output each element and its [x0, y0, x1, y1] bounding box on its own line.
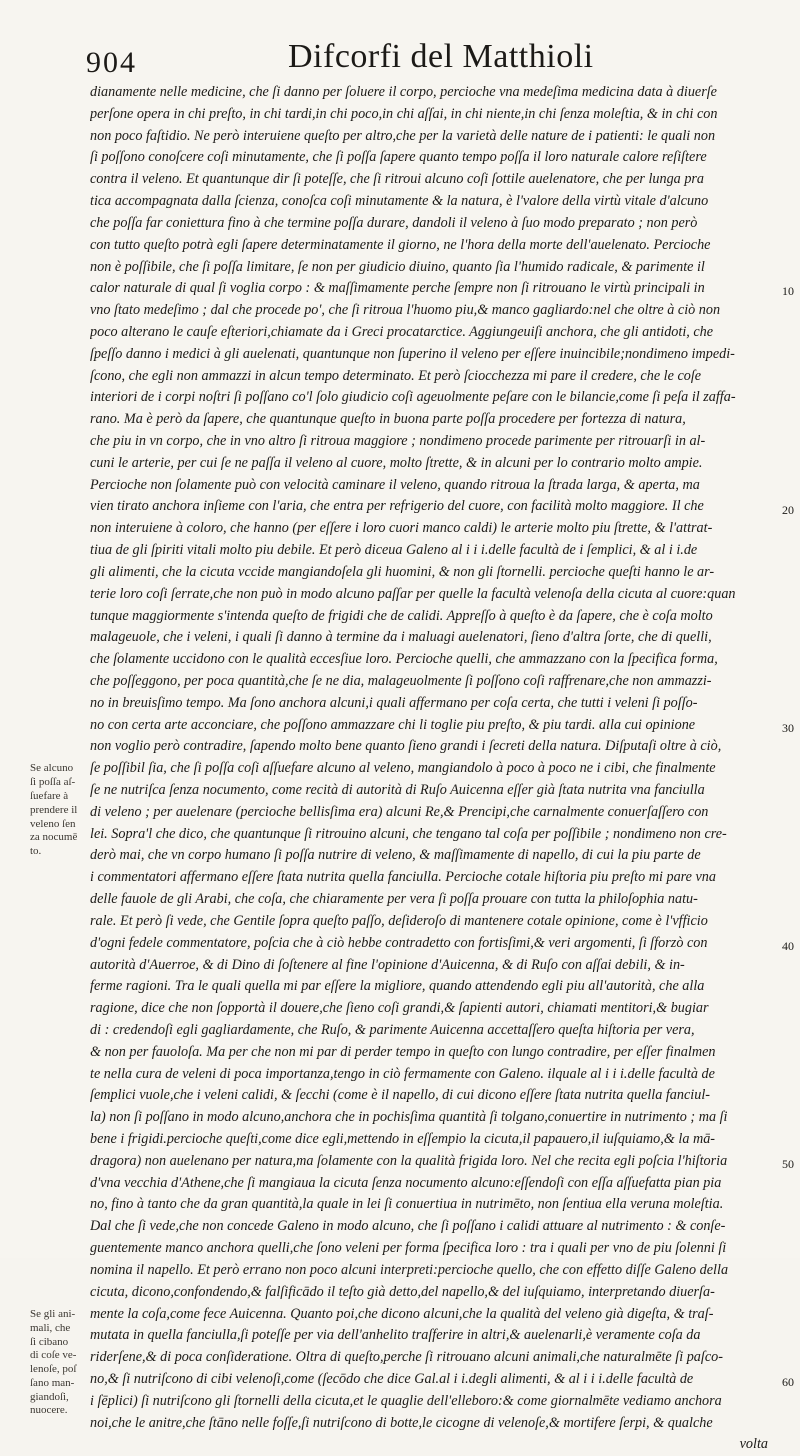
text-line: bene i frigidi.percioche queſti,come dice egli,mettendo in eſſempio la cicuta,il papauero,il iuſquiamo,& la mā- [90, 1131, 716, 1147]
marginal-note-line: nuocere. [30, 1404, 68, 1417]
text-line: derò mai, che vn corpo humano ſi poſſa nutrire di veleno, & maſſimamente di napello, di cui la piu parte de [90, 847, 701, 864]
marginal-note-line: ſuefare à [30, 790, 69, 802]
text-line: con tutto queſto potrà egli ſapere determinatamente il giorno, ne l'hora della morte dell'auelenato. Percioche [90, 236, 711, 253]
text-line: ſpeſſo danno i medici à gli auelenati, quantunque non ſuperino il veleno per eſſere inuincibile;nondimeno impedi- [90, 345, 735, 362]
text-line: rano. Ma è però da ſapere, che quantunque queſto in buona parte poſſa procedere per fortezza di natura, [90, 411, 686, 428]
text-line: autorità d'Auerroe, & di Dino di ſoſtenere al fine l'opinione d'Auicenna, & di Ruſo con aſſai debili, & in- [90, 956, 685, 973]
text-line: terie loro coſi ſerrate,che non può in modo alcuno paſſar per quelle la facultà velenoſa della cicuta al cuore:quan [90, 585, 736, 602]
text-line: dianamente nelle medicine, che ſi danno per ſoluere il corpo, percioche vna medeſima medicina data à diuerſe [90, 84, 717, 100]
text-line: malageuole, che i veleni, i quali ſi danno à termine da i maluagi auelenatori, ſieno d'altra ſorte, che di quelli, [90, 629, 712, 646]
catchword: volta [739, 1436, 768, 1453]
body-text [90, 82, 770, 1456]
text-line: i ſēplici) ſi nutriſcono gli ſtornelli della cicuta,et le quaglie dell'elleboro:& come giornalmēte vediamo anchora [90, 1392, 722, 1409]
line-number: 60 [782, 1375, 794, 1390]
text-line: dragora) non auelenano per natura,ma ſolamente con la qualità frigida loro. Nel che recita egli poſcia l'hiſtoria [90, 1152, 728, 1169]
marginal-note-line: ſano man- [30, 1376, 75, 1389]
text-line: ſe ne nutriſca ſenza nocumento, come recità di autorità di Ruſo Auicenna eſſer già ſtata nutrita vna fanciulla [90, 782, 705, 798]
marginal-note-line: za nocumē [30, 831, 78, 844]
line-number: 30 [782, 720, 794, 735]
text-line: di : credendoſi egli gagliardamente, che Ruſo, & parimente Auicenna accettaſſero queſta hiſtoria per vera, [90, 1021, 695, 1038]
text-line: ferme ragioni. Tra le quali quella mi par eſſere la migliore, quando attendendo egli piu all'autorità, che alla [90, 978, 705, 995]
line-number: 20 [782, 502, 794, 517]
text-line: guentemente manco anchora quelli,che ſono veleni per forma ſpecifica loro : tra i quali per vno de piu ſolenni ſi [90, 1240, 727, 1257]
text-line: non interuiene à coloro, che hanno (per eſſere i loro cuori manco caldi) le arterie molto piu ſtrette, & l'attrat- [90, 520, 713, 537]
text-line: cuni le arterie, per cui ſe ne paſſa il veleno al cuore, molto ſtrette, & in alcuni per lo contrario molto ampie. [90, 454, 703, 471]
page-number: 904 [86, 46, 137, 79]
text-line: nomina il napello. Et però errano non poco alcuni interpreti:percioche quello, che con effetto diſſe Galeno della [90, 1261, 729, 1278]
text-line: te nella cura de veleni di poca importanza,tengo in ciò fermamente con Galeno. ilquale al i i i.delle facultà de [90, 1065, 715, 1082]
text-line: poco alterano le cauſe eſteriori,chiamate da i Greci procatarctice. Aggiungeuiſi anchora, che gli antidoti, che [90, 323, 714, 340]
text-line: no,& ſi nutriſcono di cibi velenoſi,come (ſecōdo che dice Gal.al i i.degli alimenti, & al i i i.delle facultà de [90, 1370, 694, 1387]
line-number: 50 [782, 1157, 794, 1172]
text-line: ſi poſſono conoſcere coſi minutamente, che ſi poſſa ſapere quanto tempo poſſa il loro naturale calore reſiſtere [90, 149, 707, 166]
text-line: no in breuisſimo tempo. Ma ſono anchora alcuni,i quali affermano per coſa certa, che tutti i veleni ſi poſſo- [90, 694, 698, 711]
marginal-note-line: ſi cibano [30, 1335, 69, 1348]
marginal-note-line: Se alcuno [30, 762, 74, 775]
text-line: rale. Et però ſi vede, che Gentile ſopra queſto paſſo, deſideroſo di mantenere cotale opinione, come è l'vfficio [90, 912, 708, 929]
marginal-note-line: lenoſe, poſ [30, 1363, 77, 1376]
text-line: noi,che le anitre,che ſtāno nelle foſſe,ſi nutriſcono di botte,le cicogne di velenoſe,& mortifere ſerpi, & qualche [90, 1414, 713, 1431]
text-line: che poſſa far coniettura fino à che termine poſſa durare, dandoli il veleno à ſuo modo preparato ; non però [90, 214, 698, 231]
text-line: tunque maggiormente s'intenda queſto de frigidi che de calidi. Appreſſo à queſto è da ſapere, che è coſa molto [90, 607, 713, 624]
text-line: mente la coſa,come fece Auicenna. Quanto poi,che dicono alcuni,che la qualità del veleno già digeſta, & traſ- [90, 1305, 714, 1322]
text-line: ſe poſſibil ſia, che ſi poſſa coſi aſſuefare alcuno al veleno, mangiandolo à poco à poco ne i cibi, che finalmente [90, 760, 716, 777]
text-line: mutata in quella fanciulla,ſi poteſſe per via dell'anhelito traſferire in altri,& auelenarli,è veramente coſa da [90, 1327, 701, 1344]
text-line: ſemplici vuole,che i veleni calidi, & ſecchi (come è il napello, di cui dicono eſſere ſtata nutrita quella fanciul- [90, 1087, 710, 1104]
text-line: di veleno ; per auelenare (percioche bellisſima era) alcuni Re,& Prencipi,che carnalmente conuerſaſſero con [90, 803, 709, 820]
text-line: ſcono, che egli non ammazzi in alcun tempo determinato. Et però ſciocchezza mi pare il credere, che le coſe [90, 367, 702, 384]
text-line: vien tirato anchora inſieme con l'aria, che entra per refrigerio del cuore, con facilità molto maggiore. Il che [90, 498, 704, 515]
text-line: d'vna vecchia d'Athene,che ſi mangiaua la cicuta ſenza nocumento alcuno:eſſendoſi con eſſa aſſuefatta pian pia [90, 1174, 722, 1191]
text-line: cicuta, dicono,confondendo,& falſificādo il teſto già detto,del napello,& del iuſquiamo, interpretando diuerſa- [90, 1283, 715, 1300]
text-line: tiua de gli ſpiriti vitali molto piu debile. Et però diceua Galeno al i i i.delle facultà de i ſemplici, & al i i.de [90, 542, 698, 559]
marginal-note-line: ſi poſſa aſ- [30, 776, 76, 789]
text-line: i commentatori affermano eſſere ſtata nutrita quella fanciulla. Percioche cotale hiſtoria piu preſto mi pare vna [90, 869, 716, 886]
text-line: & non per fauoloſa. Ma per che non mi par di perder tempo in queſto con lungo contradire, per eſſer finalmen [90, 1043, 716, 1060]
text-line: la) non ſi poſſano in modo alcuno,anchora che in pochisſima quantità ſi tolgano,conuertire in nutrimento ; ma ſi [90, 1109, 728, 1126]
marginal-note-line: mali, che [30, 1321, 71, 1334]
text-line: d'ogni fedele commentatore, poſcia che à ciò hebbe contradetto con fortisſimi,& veri argomenti, ſi ſforzò con [90, 934, 708, 951]
marginal-note [30, 762, 94, 859]
text-line: non è poſſibile, che ſi poſſa limitare, ſe non per giudicio diuino, quanto ſia l'humido radicale, & parimente il [90, 258, 705, 275]
text-line: che ſolamente uccidono con le qualità eccesſiue loro. Percioche quelli, che ammazzano con la ſpecifica forma, [90, 651, 718, 668]
running-title: Difcorfi del Matthioli [288, 38, 594, 75]
marginal-note-line: Se gli ani- [30, 1307, 76, 1320]
marginal-note-line: di coſe ve- [30, 1349, 77, 1362]
text-line: Percioche non ſolamente può con velocità caminare il veleno, quando ritroua la ſtrada larga, & aperta, ma [90, 476, 700, 493]
text-line: che piu in vn corpo, che in vno altro ſi ritroua maggiore ; nondimeno procede parimente per ritrouarſi in al- [90, 433, 706, 449]
text-line: che poſſeggono, per poca quantità,che ſe ne dia, malageuolmente ſi poſſono coſi raffrenare,che non ammazzi- [90, 672, 712, 689]
text-line: non poco faſtidio. Ne però interuiene queſto per altro,che per la varietà delle nature de i patienti: le quali non [90, 127, 716, 144]
text-line: tica accompagnata dalla ſcienza, conoſca coſi minutamente & la natura, è l'valore della virtù vitale d'alcuno [90, 193, 709, 210]
text-line: no, fino à tanto che da gran quantità,la quale in lei ſi conuertiua in nutrimēto, non ſentiua ella veruna moleſtia. [90, 1196, 724, 1213]
text-line: non voglio però contradire, ſapendo molto bene quanto ſieno grandi i ſecreti della natura. Diſputaſi oltre à ciò, [90, 738, 722, 755]
marginal-note-line: prendere il [30, 803, 78, 816]
text-line: contra il veleno. Et quantunque dir ſi poteſſe, che ſi ritroui alcuno coſi ſottile auelenatore, che per lunga pra [90, 171, 705, 188]
text-line: delle fauole de gli Arabi, che coſa, che chiaramente per vera ſi poſſa prouare con tutta la philoſophia natu- [90, 891, 698, 908]
marginal-note-line: giandoſi, [30, 1390, 69, 1403]
line-number: 40 [782, 938, 794, 953]
line-number: 10 [782, 284, 794, 299]
text-line: Dal che ſi vede,che non concede Galeno in modo alcuno, che ſi poſſano i calidi attuare al nutrimento : & conſe- [90, 1218, 726, 1235]
text-line: perſone opera in chi preſto, in chi tardi,in chi poco,in chi aſſai, in chi niente,in chi ſenza moleſtia, & in chi con [90, 105, 718, 122]
text-line: vno ſtato medeſimo ; dal che procede po', che ſi ritroua l'huomo piu,& manco gagliardo:nel che oltre à ciò non [90, 302, 721, 319]
marginal-note [30, 1308, 94, 1418]
text-line: ragione, dice che non ſopportà il douere,che ſieno coſi grandi,& ſapienti autori, chiamati mentitori,& bugiar [90, 1000, 709, 1017]
text-line: gli alimenti, che la cicuta vccide mangiandoſela gli huomini, & non gli ſtornelli. percioche queſti hanno le ar- [90, 563, 715, 580]
text-line: interiori de i corpi noſtri ſi poſſano co'l ſolo giudicio coſi ageuolmente peſare con le bilancie,come ſi peſa il zaffa- [90, 389, 736, 406]
text-line: no con certa arte acconciare, che poſſono ammazzare chi li toglie piu preſto, & piu tardi. alla cui opinione [90, 716, 696, 733]
text-line: riderſene,& di poca conſideratione. Oltra di queſto,perche ſi ritrouano alcuni animali,che naturalmēte ſi paſco- [90, 1349, 723, 1366]
marginal-note-line: to. [30, 845, 42, 858]
text-line: calor naturale di qual ſi voglia corpo : & maſſimamente perche ſempre non ſi ritrouano le virtù principali in [90, 280, 705, 297]
marginal-note-line: veleno ſen [30, 817, 76, 830]
text-line: lei. Sopra'l che dico, che quantunque ſi ritrouino alcuni, che tengano tal coſa per poſſibile ; nondimeno non cre- [90, 825, 727, 842]
